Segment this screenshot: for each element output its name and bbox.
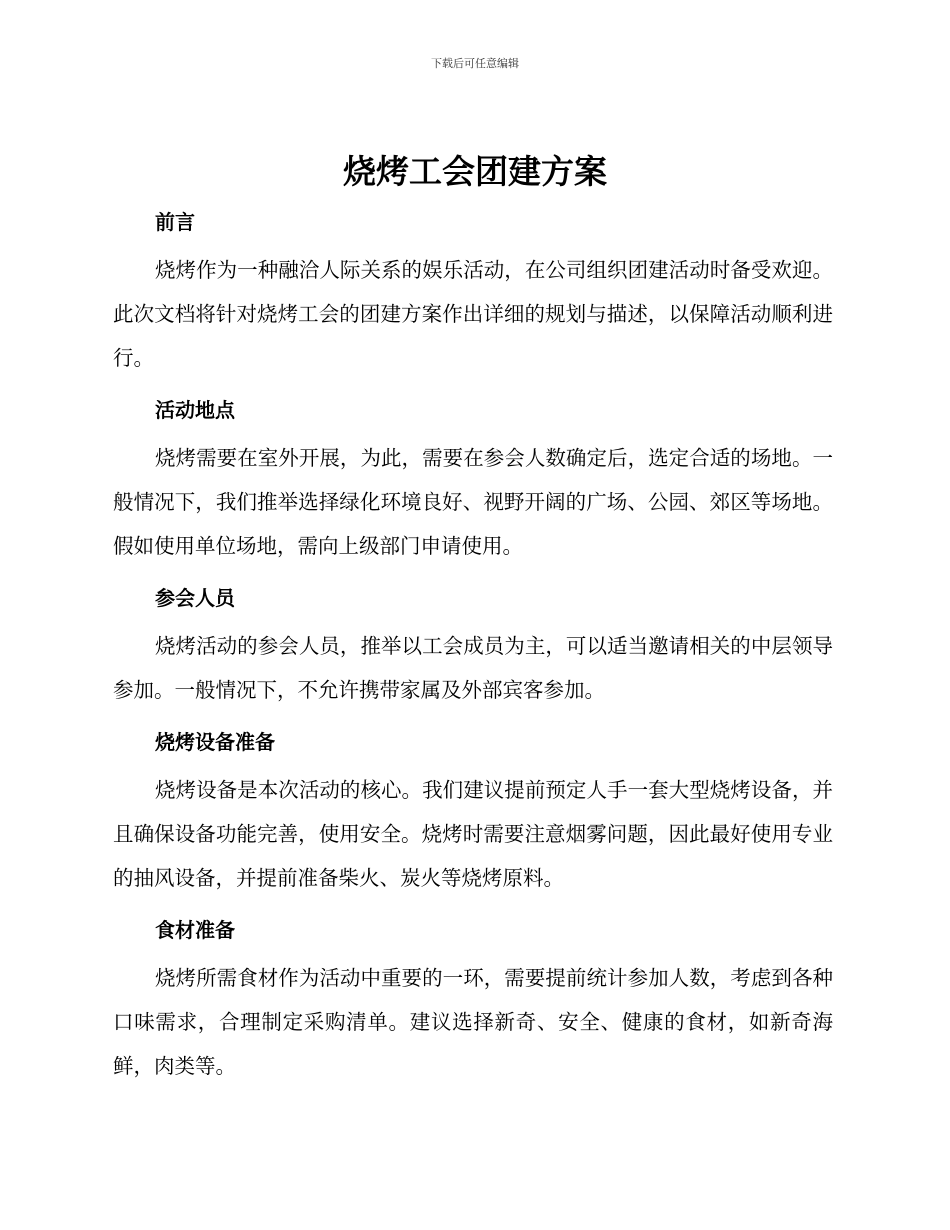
section-paragraph: 烧烤作为一种融洽人际关系的娱乐活动，在公司组织团建活动时备受欢迎。此次文档将针对烧烤工会的团建方案作出详细的规划与描述，以保障活动顺利进行。 (113, 258, 833, 370)
section-paragraph: 烧烤需要在室外开展，为此，需要在参会人数确定后，选定合适的场地。一般情况下，我们推举选择绿化环境良好、视野开阔的广场、公园、郊区等场地。假如使用单位场地，需向上级部门申请使用。 (113, 446, 833, 558)
section-heading: 前言 (155, 210, 195, 234)
section-equipment (113, 722, 833, 900)
section-participants (113, 578, 833, 712)
section-heading: 活动地点 (155, 398, 235, 422)
document-title: 烧烤工会团建方案 (343, 152, 607, 191)
section-paragraph: 烧烤所需食材作为活动中重要的一环，需要提前统计参加人数，考虑到各种口味需求，合理制定采购清单。建议选择新奇、安全、健康的食材，如新奇海鲜，肉类等。 (113, 966, 833, 1078)
section-heading: 参会人员 (155, 586, 235, 610)
section-heading: 烧烤设备准备 (155, 730, 275, 754)
section-paragraph: 烧烤活动的参会人员，推举以工会成员为主，可以适当邀请相关的中层领导参加。一般情况下，不允许携带家属及外部宾客参加。 (113, 634, 833, 702)
section-paragraph: 烧烤设备是本次活动的核心。我们建议提前预定人手一套大型烧烤设备，并且确保设备功能完善，使用安全。烧烤时需要注意烟雾问题，因此最好使用专业的抽风设备，并提前准备柴火、炭火等烧烤原料。 (113, 778, 833, 890)
section-venue (113, 390, 833, 568)
header-note: 下载后可任意编辑 (431, 57, 519, 70)
section-heading: 食材准备 (155, 918, 235, 942)
document-body (113, 202, 833, 1098)
section-preface (113, 202, 833, 380)
section-ingredients (113, 910, 833, 1088)
